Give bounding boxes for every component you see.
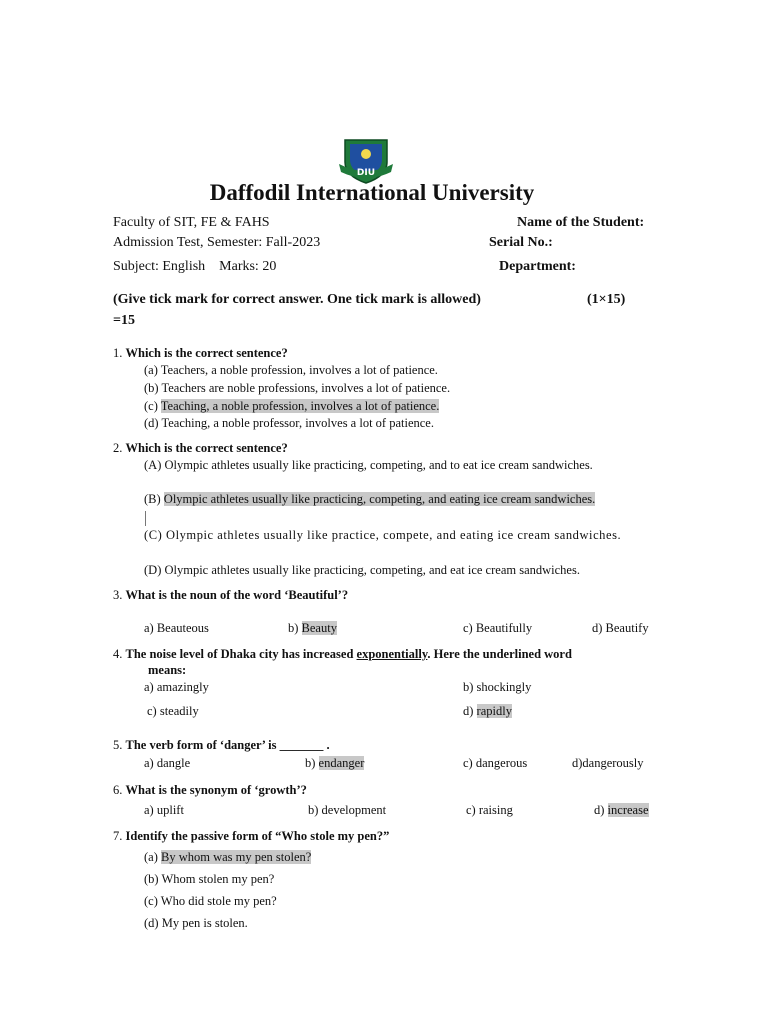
q5-option-a[interactable]: a) dangle [144, 756, 191, 770]
q6-option-c[interactable]: c) raising [466, 803, 513, 817]
university-title: Daffodil International University [209, 180, 535, 205]
q3-option-a[interactable]: a) Beauteous [144, 621, 209, 635]
faculty-line: Faculty of SIT, FE & FAHS [113, 215, 270, 230]
question-1 [113, 346, 288, 361]
highlighted-answer: endanger [318, 756, 365, 770]
logo-text: DIU [356, 168, 376, 178]
admission-line: Admission Test, Semester: Fall-2023 [113, 235, 321, 250]
text-cursor [145, 511, 146, 526]
question-number: 6. [113, 783, 123, 797]
q3-option-b[interactable]: b) Beauty [288, 621, 337, 635]
q7-option-b[interactable]: (b) Whom stolen my pen? [144, 872, 275, 886]
q3-option-d[interactable]: d) Beautify [592, 621, 649, 635]
question-number: 3. [113, 588, 123, 602]
question-4-line2: means: [148, 663, 187, 677]
question-number: 1. [113, 346, 123, 360]
question-number: 2. [113, 441, 123, 455]
underlined-word: exponentially [356, 647, 428, 661]
q7-option-a[interactable]: (a) By whom was my pen stolen? [144, 850, 312, 864]
question-text: What is the synonym of ‘growth’? [125, 783, 307, 797]
q1-option-b[interactable]: (b) Teachers are noble professions, involves a lot of patience. [144, 381, 451, 395]
q2-option-c[interactable]: (C) Olympic athletes usually like practice, compete, and eating ice cream sandwiches. [144, 528, 622, 542]
q2-option-a[interactable]: (A) Olympic athletes usually like practicing, competing, and to eat ice cream sandwiches. [144, 458, 593, 472]
highlighted-answer: rapidly [476, 704, 512, 718]
q7-option-c[interactable]: (c) Who did stole my pen? [144, 894, 277, 908]
q1-option-d[interactable]: (d) Teaching, a noble professor, involves a lot of patience. [144, 416, 434, 430]
q4-option-b[interactable]: b) shockingly [463, 680, 532, 694]
question-3 [113, 588, 348, 603]
q6-option-d[interactable]: d) increase [594, 803, 649, 817]
highlighted-answer: increase [607, 803, 649, 817]
highlighted-answer: Beauty [301, 621, 337, 635]
q5-option-b[interactable]: b) endanger [305, 756, 365, 770]
question-6 [113, 783, 307, 798]
student-name-label: Name of the Student: [517, 215, 645, 230]
question-text: The noise level of Dhaka city has increased exponentially. Here the underlined word [125, 647, 572, 661]
q2-option-b[interactable]: (B) Olympic athletes usually like practicing, competing, and eating ice cream sandwiches. [144, 492, 596, 506]
q5-option-d[interactable]: d)dangerously [572, 756, 644, 770]
q5-option-c[interactable]: c) dangerous [463, 756, 528, 770]
q6-option-a[interactable]: a) uplift [144, 803, 184, 817]
instruction-text: (Give tick mark for correct answer. One tick mark is allowed) [113, 292, 481, 307]
question-text: What is the noun of the word ‘Beautiful’? [125, 588, 349, 602]
highlighted-answer: Olympic athletes usually like practicing, competing, and eating ice cream sandwiches. [163, 492, 596, 506]
q4-option-d[interactable]: d) rapidly [463, 704, 512, 718]
subject-line: Subject: English Marks: 20 [113, 259, 277, 274]
question-4 [113, 647, 572, 662]
serial-label: Serial No.: [489, 235, 553, 250]
question-7 [113, 829, 389, 844]
university-logo [337, 134, 395, 184]
question-number: 4. [113, 647, 123, 661]
question-text: Identify the passive form of “Who stole my pen?” [125, 829, 390, 843]
q1-option-a[interactable]: (a) Teachers, a noble profession, involves a lot of patience. [144, 363, 438, 377]
q4-option-c[interactable]: c) steadily [147, 704, 199, 718]
q3-option-c[interactable]: c) Beautifully [463, 621, 533, 635]
department-label: Department: [499, 259, 576, 274]
q7-option-d[interactable]: (d) My pen is stolen. [144, 916, 248, 930]
question-number: 7. [113, 829, 123, 843]
question-text: Which is the correct sentence? [125, 346, 288, 360]
instruction-marks: (1×15) [587, 292, 626, 307]
q6-option-b[interactable]: b) development [308, 803, 387, 817]
question-5 [113, 738, 330, 753]
q4-option-a[interactable]: a) amazingly [144, 680, 209, 694]
question-2 [113, 441, 288, 456]
instruction-total: =15 [113, 313, 135, 328]
highlighted-answer: Teaching, a noble profession, involves a lot of patience. [160, 399, 440, 413]
question-text: Which is the correct sentence? [125, 441, 288, 455]
question-text: The verb form of ‘danger’ is _______ . [125, 738, 330, 752]
question-number: 5. [113, 738, 123, 752]
q1-option-c[interactable]: (c) Teaching, a noble profession, involves a lot of patience. [144, 399, 440, 413]
q2-option-d[interactable]: (D) Olympic athletes usually like practicing, competing, and eat ice cream sandwiches. [144, 563, 580, 577]
highlighted-answer: By whom was my pen stolen? [161, 850, 312, 864]
